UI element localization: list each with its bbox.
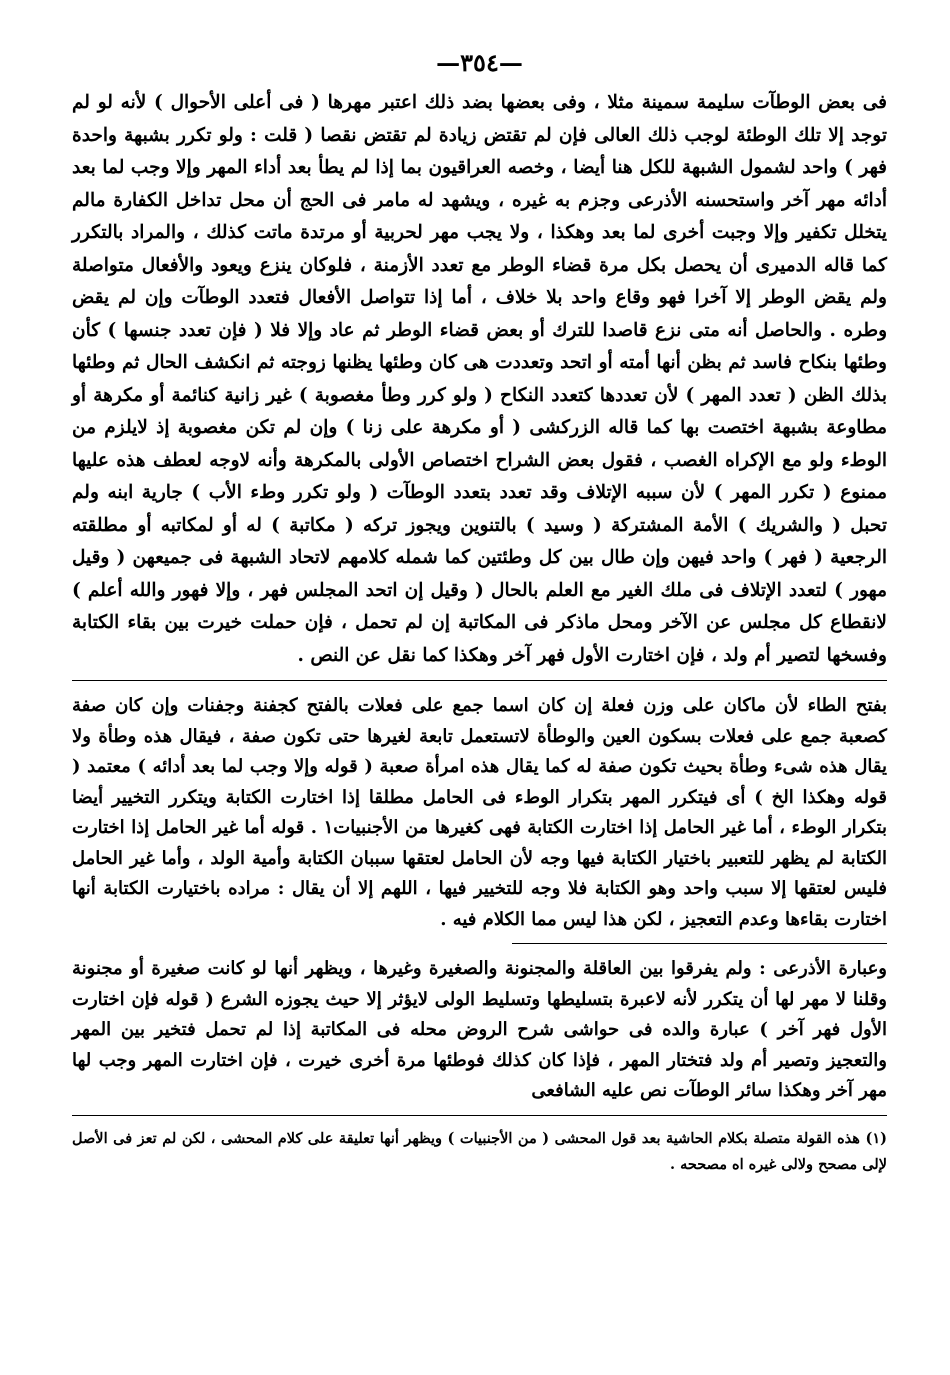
editor-footnote-text: (١) هذه القولة متصلة بكلام الحاشية بعد قول المحشى ( من الأجنبيات ) ويظهر أنها تعليقة على كلام المحشى ، لكن لم تعز فى الأصل لإلى مصحح ولالى غيره اه مصححه . [72,1129,887,1173]
book-page [72,48,887,1348]
margin-note-two-text: وعبارة الأذرعى : ولم يفرقوا بين العاقلة والمجنونة والصغيرة وغيرها ، ويظهر أنها لو كانت صغيرة أو مجنونة وقلنا لا مهر لها أن يتكرر لأنه لاعبرة بتسليطها وتسليط الولى لايؤثر إلا حيث يجوزه الشرع ( قوله فإن اختارت الأول فهر آخر ) عبارة والده فى حواشى شرح الروض محله فى المكاتبة إذا لم تحمل فتخير بين المهر والتعجيز وتصير أم ولد فتختار المهر ، فإذا كان كذلك فوطئها مرة أخرى خيرت ، فإن اختارت المهر وجب لها مهر آخر وهكذا سائر الوطآت نص عليه الشافعى [72,958,887,1101]
main-text [72,87,887,672]
page-number: —٣٥٤— [436,48,523,77]
margin-note-one [72,691,887,935]
editor-footnote [72,1126,887,1178]
margin-note-two [72,954,887,1107]
main-paragraph: فى بعض الوطآت سليمة سمينة مثلا ، وفى بعضها بضد ذلك اعتبر مهرها ( فى أعلى الأحوال ) لأنه لو لم توجد إلا تلك الوطئة لوجب ذلك العالى فإن لم تقتض زيادة لم تقتض نقصا ( قلت : ولو تكرر بشبهة واحدة فهر ) واحد لشمول الشبهة للكل هنا أيضا ، وخصه العراقيون بما إذا لم يطأ بعد أداء المهر وإلا وجب لما بعد أدائه مهر آخر واستحسنه الأذرعى وجزم به غيره ، ويشهد له مامر فى الحج أن محل تداخل الكفارة مالم يتخلل تكفير وإلا وجبت أخرى لما بعد وهكذا ، ولا يجب مهر لحربية أو مرتدة ماتت كذلك ، والمراد بالتكرر كما قاله الدميرى أن يحصل بكل مرة قضاء الوطر مع تعدد الأزمنة ، فلوكان ينزع ويعود والأفعال متواصلة ولم يقض الوطر إلا آخرا فهو وقاع واحد بلا خلاف ، أما إذا تتواصل الأفعال فتعدد الوطآت وإن لم يقض وطره . والحاصل أنه متى نزع قاصدا للترك أو بعض قضاء الوطر ثم عاد وإلا فلا ( فإن تعدد جنسها ) كأن وطئها بنكاح فاسد ثم بظن أنها أمته أو اتحد وتعددت هى كان وطئها يظنها زوجته ثم انكشف الحال ثم وطئها بذلك الظن ( تعدد المهر ) لأن تعددها كتعدد النكاح ( ولو كرر وطأ مغصوبة ) غير زانية كنائمة أو مكرهة أو مطاوعة بشبهة اختصت بها كما قاله الزركشى ( أو مكرهة على زنا ) وإن لم تكن مغصوبة إذ لايلزم من الوطء ولو مع الإكراه الغصب ، فقول بعض الشراح اختصاص الأولى بالمكرهة وأنه لاوجه لعطف هذه عليها ممنوع ( تكرر المهر ) لأن سببه الإتلاف وقد تعدد بتعدد الوطآت ( ولو تكرر وطء الأب ) جارية ابنه ولم تحبل ( والشريك ) الأمة المشتركة ( وسيد ) بالتنوين ويجوز تركه ( مكاتبة ) له أو لمكاتبه أو مطلقته الرجعية ( فهر ) واحد فيهن وإن طال بين كل وطئتين كما شمله كلامهم لاتحاد الشبهة فى جميعهن ( وقيل مهور ) لتعدد الإتلاف فى ملك الغير مع العلم بالحال ( وقيل إن اتحد المجلس فهر ، وإلا فهور والله أعلم ) لانقطاع كل مجلس عن الآخر ومحل ماذكر فى المكاتبة إن لم تحمل ، فإن حملت خيرت بين بقاء الكتابة وفسخها لتصير أم ولد ، فإن اختارت الأول فهر آخر وهكذا كما نقل عن النص . [72,92,887,666]
margin-note-one-text: بفتح الطاء لأن ماكان على وزن فعلة إن كان اسما جمع على فعلات بالفتح كجفنة وجفنات وإن كان صفة كصعبة جمع على فعلات بسكون العين والوطأة لاتستعمل تابعة لغيرها حتى تكون صفة ، فيقال هذه وطأة ولا يقال هذه شىء وطأة بحيث تكون صفة له كما يقال هذه امرأة صعبة ( قوله وإلا وجب لما بعد أدائه ) معتمد ( قوله وهكذا الخ ) أى فيتكرر المهر بتكرار الوطء فى الحامل مطلقا إذا اختارت الكتابة ويتكرر التخيير أيضا بتكرار الوطء ، أما غير الحامل إذا اختارت الكتابة فهى كغيرها من الأجنبيات١ . قوله أما غير الحامل إذا اختارت الكتابة لم يظهر للتعبير باختيار الكتابة فيها وجه لأن الحامل لعتقها سببان الكتابة وأمية الولد ، وأما غير الحامل فليس لعتقها إلا سبب واحد وهو الكتابة فلا وجه للتخيير فيها ، اللهم إلا أن يقال : مراده باختيارت الكتابة أنها اختارت بقاءها وعدم التعجيز ، لكن هذا ليس مما الكلام فيه . [72,695,887,930]
footnote-divider [72,680,887,681]
note-divider [512,943,887,944]
editor-note-divider [72,1115,887,1116]
